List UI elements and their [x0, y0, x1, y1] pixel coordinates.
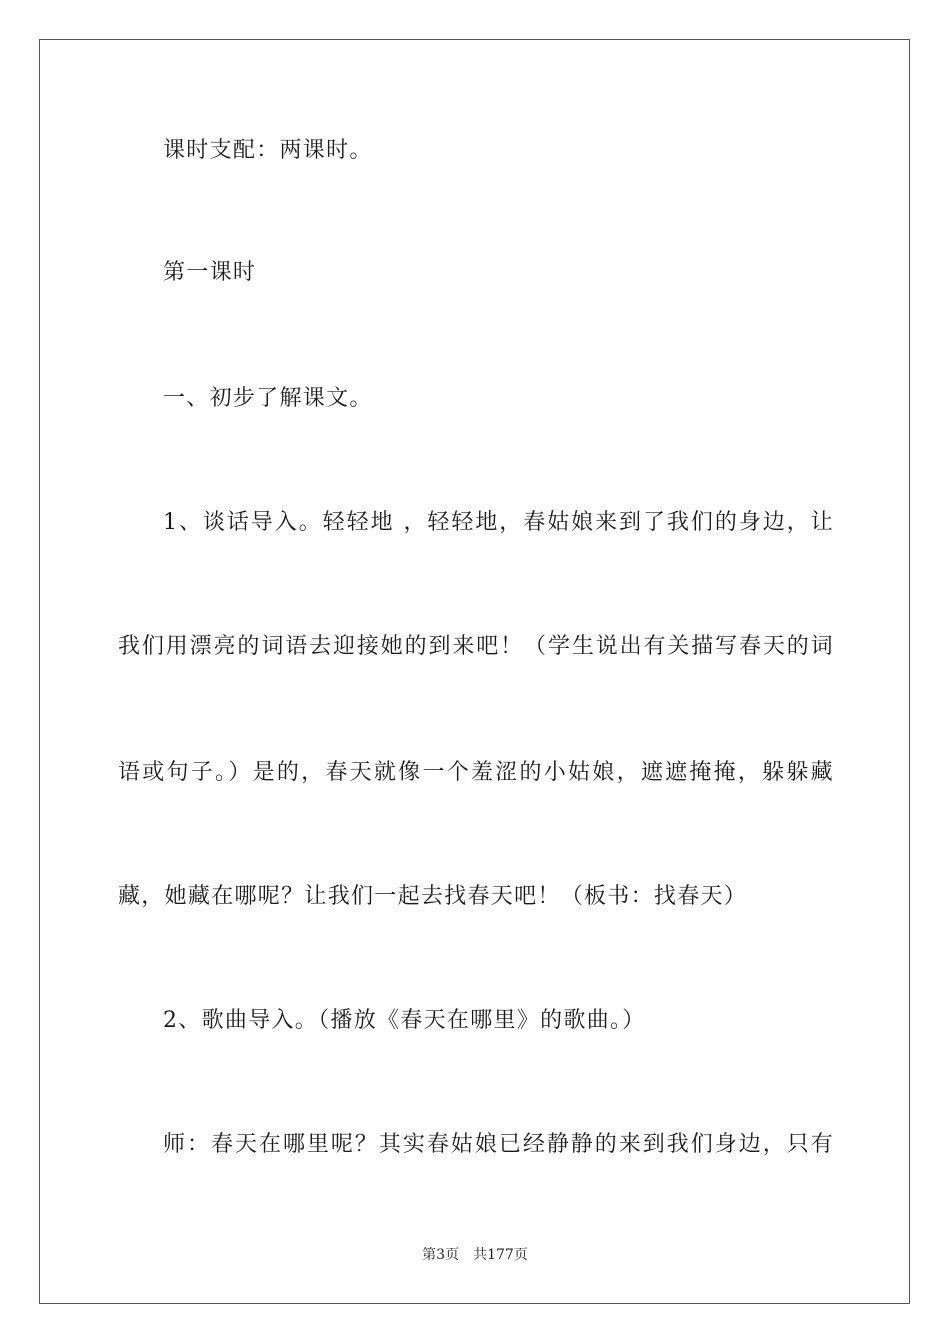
page-number: 第3页: [422, 1247, 460, 1263]
text-line: 语或句子。）是的，春天就像一个羞涩的小姑娘，遮遮掩掩，躲躲藏: [118, 760, 834, 785]
page-frame: [39, 39, 910, 1304]
text-line: 课时支配：两课时。: [163, 138, 373, 163]
page-footer: [0, 1245, 950, 1265]
text-line: 2、歌曲导入。（播放《春天在哪里》的歌曲。）: [163, 1008, 646, 1033]
page-total: 共177页: [473, 1247, 528, 1263]
text-line: 一、初步了解课文。: [163, 386, 373, 411]
text-line: 第一课时: [163, 260, 257, 285]
text-line: 藏，她藏在哪呢？让我们一起去找春天吧！（板书：找春天）: [118, 884, 748, 909]
text-line: 师：春天在哪里呢？其实春姑娘已经静静的来到我们身边，只有: [163, 1132, 834, 1157]
text-line: 1、谈话导入。轻轻地 ，轻轻地，春姑娘来到了我们的身边，让: [163, 510, 834, 535]
text-line: 我们用漂亮的词语去迎接她的到来吧！（学生说出有关描写春天的词: [118, 634, 834, 659]
